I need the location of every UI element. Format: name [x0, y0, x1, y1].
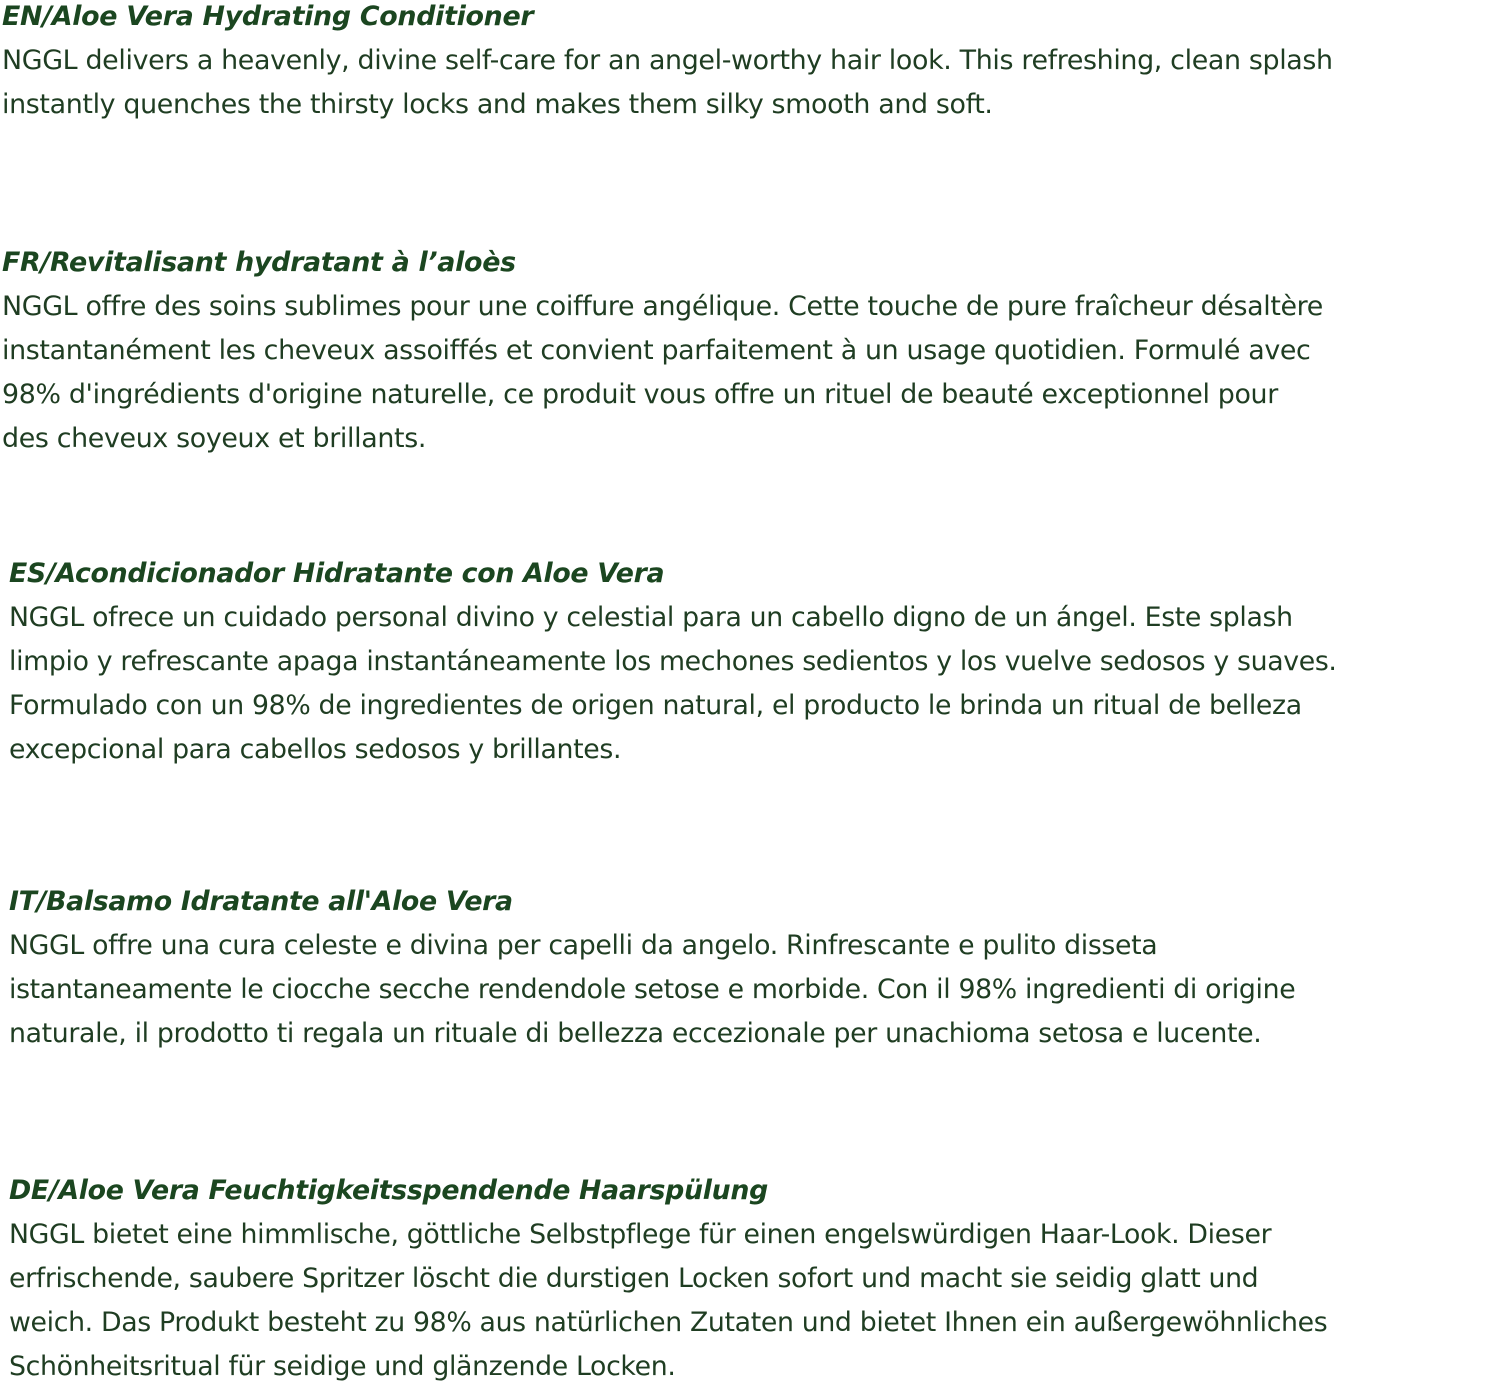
body-line: istantaneamente le ciocche secche rendendole setose e morbide. Con il 98% ingredienti di origine: [9, 974, 1296, 1005]
body-line: instantanément les cheveux assoiffés et convient parfaitement à un usage quotidien. Formulé avec: [2, 335, 1311, 366]
section-french: [2, 241, 1500, 461]
section-body: [9, 1213, 1500, 1389]
body-line: 98% d'ingrédients d'origine naturelle, ce produit vous offre un rituel de beauté exceptionnel pour: [2, 379, 1278, 410]
body-line: naturale, il prodotto ti regala un rituale di bellezza eccezionale per unachioma setosa e lucente.: [9, 1018, 1262, 1049]
body-line: des cheveux soyeux et brillants.: [2, 423, 427, 454]
body-line: weich. Das Produkt besteht zu 98% aus natürlichen Zutaten und bietet Ihnen ein außergewöhnliches: [9, 1307, 1328, 1338]
body-line: erfrischende, saubere Spritzer löscht die durstigen Locken sofort und macht sie seidig glatt und: [9, 1263, 1259, 1294]
section-spanish: [9, 552, 1500, 772]
section-heading: EN/Aloe Vera Hydrating Conditioner: [2, 1, 534, 32]
section-body: [9, 924, 1500, 1056]
body-line: NGGL offre des soins sublimes pour une coiffure angélique. Cette touche de pure fraîcheur désaltère: [2, 291, 1323, 322]
body-line: Schönheitsritual für seidige und glänzende Locken.: [9, 1351, 676, 1382]
body-line: NGGL bietet eine himmlische, göttliche Selbstpflege für einen engelswürdigen Haar-Look. Dieser: [9, 1219, 1272, 1250]
section-italian: [9, 880, 1500, 1056]
section-body: [2, 39, 1500, 127]
section-heading: DE/Aloe Vera Feuchtigkeitsspendende Haarspülung: [9, 1175, 768, 1206]
section-heading: IT/Balsamo Idratante all'Aloe Vera: [9, 886, 513, 917]
body-line: NGGL offre una cura celeste e divina per capelli da angelo. Rinfrescante e pulito disseta: [9, 930, 1158, 961]
body-line: Formulado con un 98% de ingredientes de origen natural, el producto le brinda un ritual de belleza: [9, 690, 1302, 721]
section-body: [9, 596, 1500, 772]
body-line: limpio y refrescante apaga instantáneamente los mechones sedientos y los vuelve sedosos y suaves.: [9, 646, 1337, 677]
section-heading: ES/Acondicionador Hidratante con Aloe Vera: [9, 558, 665, 589]
section-german: [9, 1169, 1500, 1389]
body-line: instantly quenches the thirsty locks and makes them silky smooth and soft.: [2, 89, 993, 120]
section-english: [2, 0, 1500, 127]
section-heading: FR/Revitalisant hydratant à l’aloès: [2, 247, 516, 278]
body-line: excepcional para cabellos sedosos y brillantes.: [9, 734, 622, 765]
section-body: [2, 285, 1500, 461]
body-line: NGGL ofrece un cuidado personal divino y celestial para un cabello digno de un ángel. Este splash: [9, 602, 1293, 633]
body-line: NGGL delivers a heavenly, divine self-care for an angel-worthy hair look. This refreshing, clean splash: [2, 45, 1333, 76]
